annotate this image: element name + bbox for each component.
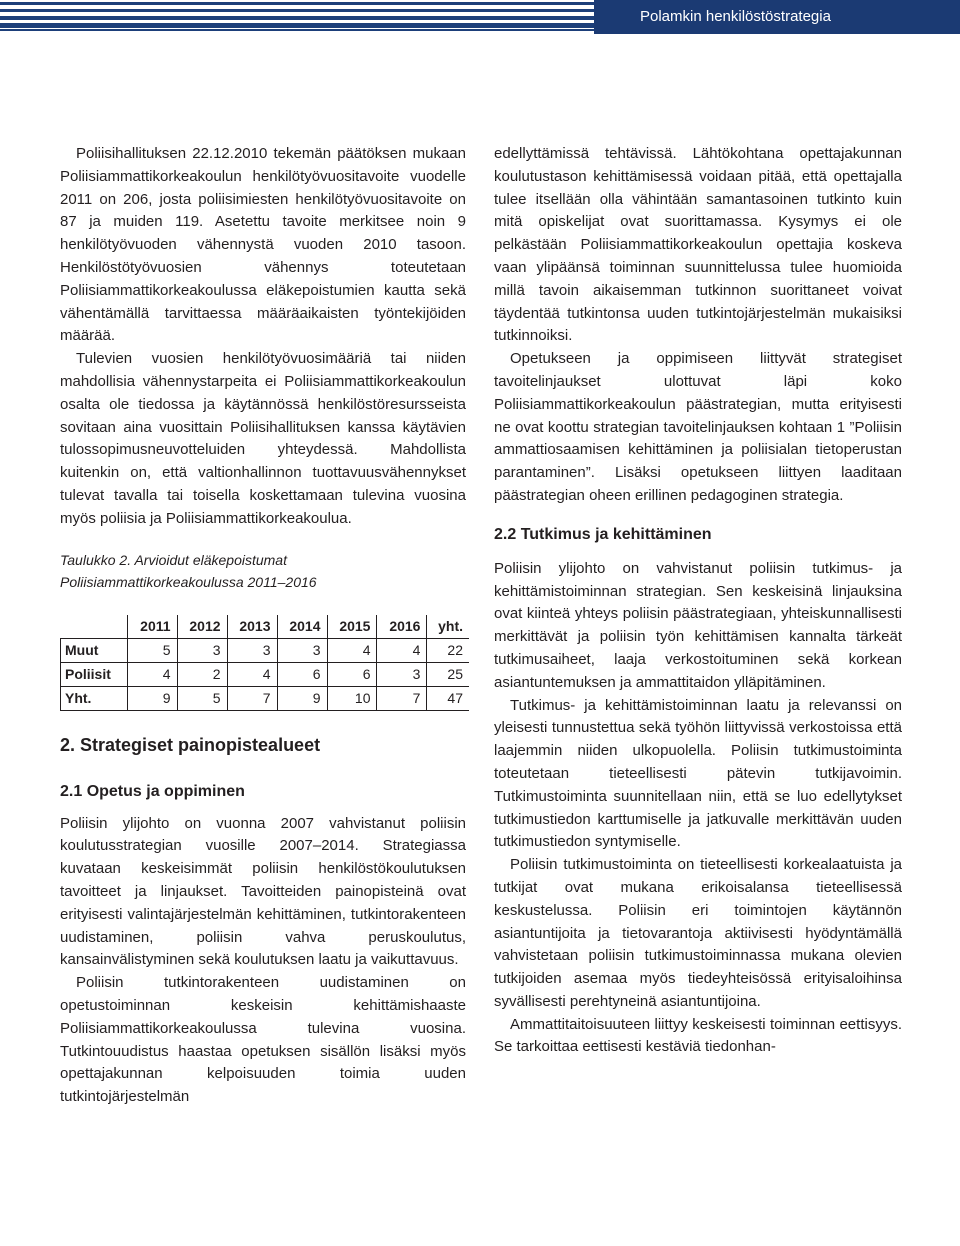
paragraph: Tutkimus- ja kehittämistoiminnan laatu ja relevanssi on yleisesti tunnustettua sekä työhön liittyvissä verkostoissa että laajemmin niiden ulkopuolella. Poliisin tutkimustoiminta toteutetaan tieteellisesti pätevin tutkijavoimin. Tutkimustoiminta suunnitellaan niin, että se luo edellytykset tutkimustiedon karttumiselle ja jatkuvalle merkittävän uuden tutkimustiedon syntymiselle. xyxy=(494,696,902,851)
table-cell: 3 xyxy=(227,638,277,662)
subsection-heading: 2.1 Opetus ja oppiminen xyxy=(60,782,245,800)
table-cell: 47 xyxy=(427,686,469,710)
table-header-cell: 2012 xyxy=(177,615,227,639)
header-stripe xyxy=(0,23,594,28)
table-header-cell: yht. xyxy=(427,615,469,639)
paragraph: Poliisin ylijohto on vuonna 2007 vahvistanut poliisin koulutusstrategian vuosille 2007–2014. Strategiassa kuvataan keskeisimmät poliisin henkilöstökoulutuksen tavoitteet ja linjaukset. Tavoitteiden painopisteinä ovat erityisesti valintajärjestelmän kehittäminen, tutkintorakenteen uudistaminen, poliisin vahva peruskoulutus, kansainvälistyminen sekä koulutuksen laatu ja vaikuttavuus. xyxy=(60,814,466,969)
table-cell: 3 xyxy=(377,662,427,686)
table-cell: 9 xyxy=(128,686,177,710)
paragraph: Opetukseen ja oppimiseen liittyvät strategiset tavoitelinjaukset ulottuvat läpi koko Poliisiammattikorkeakoulun päästrategian, mutta erityisesti ne ovat koottu strategian tavoitelinjauksen kohtaan 1 ”Poliisin ammattiosaamisen kehittäminen ja poliisialan tietoperustan parantaminen”. Lisäksi opetukseen liittyen laaditaan päästrategian oheen erillinen pedagoginen strategia. xyxy=(494,350,902,504)
table-header-cell: 2015 xyxy=(327,615,377,639)
pension-table xyxy=(60,615,469,711)
table-cell: 7 xyxy=(227,686,277,710)
table-cell: 5 xyxy=(128,638,177,662)
table-row xyxy=(61,638,470,662)
table-cell: 9 xyxy=(277,686,327,710)
table-cell: 4 xyxy=(227,662,277,686)
header-stripe xyxy=(0,2,594,5)
row-label: Poliisit xyxy=(61,662,128,686)
table-header-cell: 2014 xyxy=(277,615,327,639)
paragraph: Ammattitaitoisuuteen liittyy keskeisesti toiminnan eettisyys. Se tarkoittaa eettisesti kestäviä tiedonhan- xyxy=(494,1015,902,1056)
table-caption xyxy=(60,549,466,593)
table-header-cell: 2011 xyxy=(128,615,177,639)
table-cell: 3 xyxy=(177,638,227,662)
table-cell: 4 xyxy=(327,638,377,662)
paragraph: Poliisin tutkintorakenteen uudistaminen on opetustoiminnan keskeisin kehittämishaaste Poliisiammattikorkeakoulussa tulevina vuosina. Tutkintouudistus haastaa opetuksen sisällön lisäksi myös opettajakunnan kelpoisuuden toimia uuden tutkintojärjestelmän xyxy=(60,974,466,1106)
section-heading: 2. Strategiset painopistealueet xyxy=(60,734,321,755)
table-cell: 3 xyxy=(277,638,327,662)
header-stripe xyxy=(0,9,594,12)
table-cell: 5 xyxy=(177,686,227,710)
table-cell: 22 xyxy=(427,638,469,662)
header-stripes xyxy=(0,2,594,32)
paragraph: Poliisin tutkimustoiminta on tieteellisesti korkealaatuista ja tutkijat ovat mukana erikoisalansa tieteellisessä keskustelussa. Poliisin eri toimintojen käytännön asiantuntijoita ja tietovarantoja aktiivisesti hyödyntämällä vahvistetaan poliisin tutkimustoiminnassa mukana olevien tutkijoiden asemaa myös tiedeyhteisössä erityisaloihinsa syvällisesti perehtyneinä asiantuntijoina. xyxy=(494,856,902,1010)
paragraph: Poliisin ylijohto on vahvistanut poliisin tutkimus- ja kehittämistoiminnan strategian. Sen keskeisinä linjauksina ovat kiinteä yhteys poliisin päästrategiaan, yhteiskunnallisesti merkittävät ja poliisin työn kehittämisen kannalta tärkeät tutkimusaiheet, laaja verkostoituminen sekä korkean asiantuntemuksen ja ammattitaidon ylläpitäminen. xyxy=(494,559,902,691)
header-stripe xyxy=(0,29,594,31)
caption-line: Poliisiammattikorkeakoulussa 2011–2016 xyxy=(60,573,317,590)
table-row xyxy=(61,662,470,686)
paragraph: edellyttämissä tehtävissä. Lähtökohtana opettajakunnan koulutustason kehittämisessä voidaan pitää, että opettajalla tulee itsellään olla vähintään samantasoinen tutkinto kuin mitä opiskelijat ovat suorittamassa. Kysymys ei ole pelkästään Poliisiammattikorkeakoulun opettajia koskeva vaan ylipäänsä toiminnan suunnittelussa tulee huomioida millä tavoin aikaisemman tutkinnon suorittaneet voivat täydentää tutkintonsa uuden tutkintojärjestelmän mukaisiksi tutkinnoiksi. xyxy=(494,145,902,345)
table-cell: 6 xyxy=(327,662,377,686)
page-header xyxy=(0,0,960,36)
table-header-cell: 2016 xyxy=(377,615,427,639)
row-label: Yht. xyxy=(61,686,128,710)
table-cell: 2 xyxy=(177,662,227,686)
table-cell: 6 xyxy=(277,662,327,686)
caption-line: Taulukko 2. Arvioidut eläkepoistumat xyxy=(60,551,287,568)
left-column xyxy=(60,143,466,1109)
table-header-cell: 2013 xyxy=(227,615,277,639)
table-header-cell xyxy=(61,615,128,639)
header-stripe xyxy=(0,16,594,20)
paragraph: Tulevien vuosien henkilötyövuosimääriä tai niiden mahdollisia vähennystarpeita ei Poliisiammattikorkeakoulun osalta ole tiedossa ja käytännössä henkilöstöresursseista sovitaan aina vuosittain Poliisihallituksen kanssa käytävien tulossopimusneuvotteluiden yhteydessä. Mahdollista kuitenkin on, että valtionhallinnon tuottavuusvähennykset tulevat tavalla tai toisella koskettamaan tulevina vuosina myös poliisia ja Poliisiammattikorkeakoulua. xyxy=(60,350,466,527)
table-row xyxy=(61,686,470,710)
subsection-heading: 2.2 Tutkimus ja kehittäminen xyxy=(494,525,712,543)
table-header-row xyxy=(61,615,470,639)
paragraph: Poliisihallituksen 22.12.2010 tekemän päätöksen mukaan Poliisiammattikorkeakoulun henkilötyövuositavoite vuodelle 2011 on 206, josta poliisimiesten henkilötyövuositavoite on 87 ja muiden 119. Asetettu tavoite merkitsee noin 9 henkilötyövuoden vähennystä vuoden 2010 tasoon. Henkilöstötyövuosien vähennys toteutetaan Poliisiammattikorkeakoulussa eläkepoistumien kautta sekä vähentämällä tarvittaessa määräaikaisten työntekijöiden määrää. xyxy=(60,145,466,345)
table-cell: 4 xyxy=(128,662,177,686)
row-label: Muut xyxy=(61,638,128,662)
document-title: Polamkin henkilöstöstrategia xyxy=(594,0,960,34)
right-column xyxy=(494,143,902,1059)
table-cell: 7 xyxy=(377,686,427,710)
table-cell: 4 xyxy=(377,638,427,662)
table-cell: 25 xyxy=(427,662,469,686)
table-cell: 10 xyxy=(327,686,377,710)
